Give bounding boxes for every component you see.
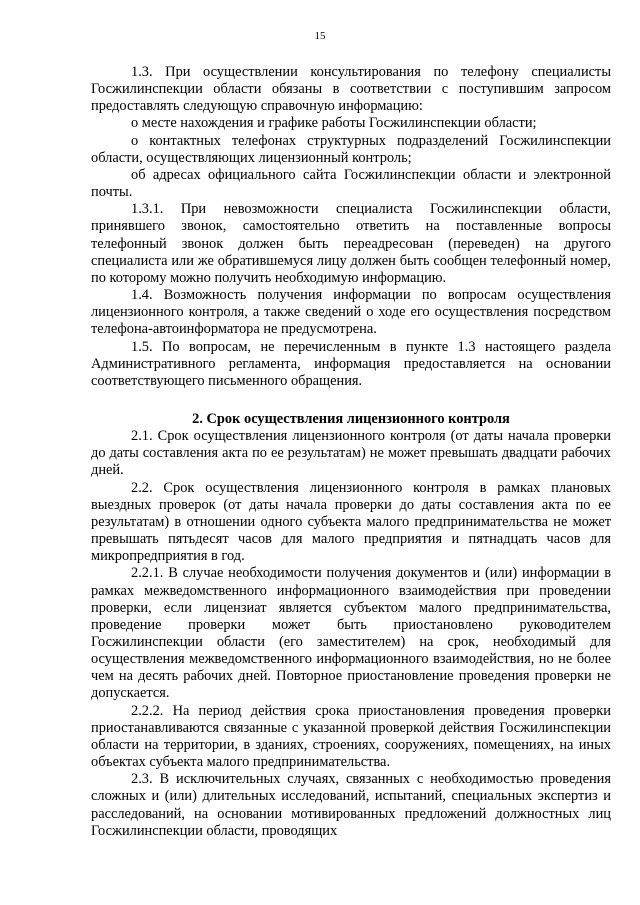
document-body — [91, 64, 611, 840]
paragraph-location: о месте нахождения и графике работы Госжилинспекции области; — [131, 115, 537, 132]
paragraph-1-3-1: 1.3.1. При невозможности специалиста Госжилинспекции области, принявшего звонок, самостоятельно ответить на поставленные вопросы телефонный звонок должен быть переадресован (переведен) на другого специалиста или же обратившемуся лицу должен быть сообщен телефонный номер, по которому можно получить необходимую информацию. — [91, 201, 611, 286]
paragraph-2-2-2: 2.2.2. На период действия срока приостановления проведения проверки приостанавливаются связанные с указанной проверкой действия Госжилинспекции области на территории, в зданиях, строениях, сооружениях, помещениях, на иных объектах субъекта малого предпринимательства. — [91, 702, 611, 771]
section-2-heading: 2. Срок осуществления лицензионного контроля — [192, 410, 510, 427]
paragraph-2-2: 2.2. Срок осуществления лицензионного контроля в рамках плановых выездных проверок (от даты начала проверки до даты составления акта по ее результатам) в отношении одного субъекта малого предпринимательства не может превышать пятьдесят часов для малого предприятия и пятнадцать часов для микропредприятия в год. — [91, 479, 611, 565]
paragraph-1-3: 1.3. При осуществлении консультирования по телефону специалисты Госжилинспекции области обязаны в соответствии с поступившим запросом предоставлять следующую справочную информацию: — [91, 64, 611, 115]
paragraph-2-3: 2.3. В исключительных случаях, связанных с необходимостью проведения сложных и (или) длительных исследований, испытаний, специальных экспертиз и расследований, на основании мотивированных предложений должностных лиц Госжилинспекции области, проводящих — [91, 771, 611, 839]
paragraph-website: об адресах официального сайта Госжилинспекции области и электронной почты. — [91, 166, 611, 201]
paragraph-2-2-1: 2.2.1. В случае необходимости получения документов и (или) информации в рамках межведомственного информационного взаимодействия при проведении проверки, если лицензиат является субъектом малого предпринимательства, проведение проверки может быть приостановлено руководителем Госжилинспекции области (его заместителем) на срок, необходимый для осуществления межведомственного информационного взаимодействия, но не более чем на десять рабочих дней. Повторное приостановление проведения проверки не допускается. — [91, 565, 611, 702]
paragraph-1-5: 1.5. По вопросам, не перечисленным в пункте 1.3 настоящего раздела Административного регламента, информация предоставляется на основании соответствующего письменного обращения. — [91, 338, 611, 389]
paragraph-phones: о контактных телефонах структурных подразделений Госжилинспекции области, осуществляющих лицензионный контроль; — [91, 132, 611, 166]
paragraph-1-4: 1.4. Возможность получения информации по вопросам осуществления лицензионного контроля, а также сведений о ходе его осуществления посредством телефона-автоинформатора не предусмотрена. — [91, 287, 611, 338]
paragraph-2-1: 2.1. Срок осуществления лицензионного контроля (от даты начала проверки до даты составления акта по ее результатам) не может превышать двадцати рабочих дней. — [91, 428, 611, 479]
page-number: 15 — [314, 30, 326, 42]
